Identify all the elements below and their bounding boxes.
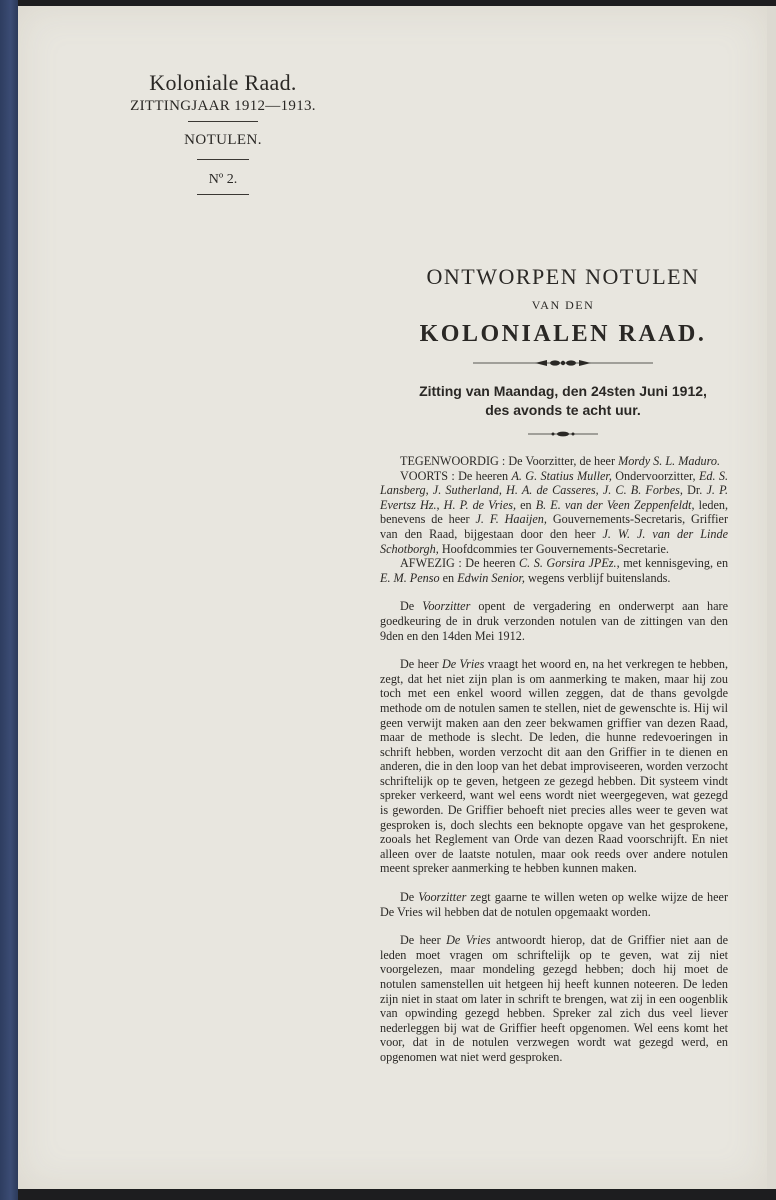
attendance-also: VOORTS : De heeren A. G. Statius Muller, Ondervoorzitter, Ed. S. Lansberg, J. Sutherland, H. A. de Casseres, J. C. B. Forbes, Dr. J. P. Evertsz Hz., H. P. de Vries, en B. E. van der Veen Zeppenfeldt, leden, benevens de heer J. F. Haaijen, Gouvernements-Secretaris, Griffier van den Raad, bijgestaan door den heer J. W. J. van der Linde Schotborgh, Hoofdcommies ter Gouvernements-Secretarie. (380, 468, 729, 556)
paragraph: De Voorzitter opent de vergadering en onderwerpt aan hare goedkeuring de in druk verzonden notulen van de zittingen van den 9den en den 14den Mei 1912. (380, 599, 728, 643)
header-block (88, 70, 358, 201)
document-page (18, 6, 767, 1189)
minutes-body (380, 454, 728, 1065)
page-edge (767, 6, 776, 1189)
title-line-1: ONTWORPEN NOTULEN (426, 264, 700, 289)
session-year: ZITTINGJAAR 1912—1913. (130, 98, 316, 114)
binding-spine (0, 0, 18, 1200)
meeting-line-1: Zitting van Maandag, den 24sten Juni 1912, (419, 383, 707, 399)
divider (197, 159, 249, 160)
doc-type: NOTULEN. (184, 132, 262, 148)
title-line-3: KOLONIALEN RAAD. (419, 321, 707, 347)
meeting-line-2: des avonds te acht uur. (485, 402, 641, 418)
doc-number: Nº 2. (208, 172, 238, 187)
divider (197, 194, 249, 195)
attendance-present: TEGENWOORDIG : De Voorzitter, de heer Mordy S. L. Maduro. (400, 454, 721, 468)
paragraph: De heer De Vries antwoordt hierop, dat de Griffier niet aan de leden moet vragen om schriftelijk op te geven, wat zij niet voorgelezen, maar mondeling gezegd hebben; doch hij moet de notulen samenstellen uit hetgeen hij heeft kunnen noteeren. De leden zijn niet in staat om later in schrift te brengen, wat zij in een oogenblik van opwinding gezegd hebben. Spreker zal zich dus veel liever nederleggen bij wat de Griffier heeft opgenomen. Wel eens komt het voor, dat in de notulen verzwegen wordt wat gezegd werd, en opgenomen wat niet werd gesproken. (380, 933, 729, 1064)
council-name: Koloniale Raad. (149, 70, 297, 95)
title-block (398, 264, 728, 438)
paragraph: De Voorzitter zegt gaarne te willen weten op welke wijze de heer De Vries wil hebben dat de notulen opgemaakt worden. (380, 890, 729, 919)
ornament-divider-small (528, 430, 598, 438)
attendance-absent: AFWEZIG : De heeren C. S. Gorsira JPEz., met kennisgeving, en E. M. Penso en Edwin Senior, wegens verblijf buitenslands. (380, 556, 729, 585)
divider (188, 121, 258, 122)
ornament-divider (473, 358, 653, 368)
paragraph: De heer De Vries vraagt het woord en, na het verkregen te hebben, zegt, dat het niet zijn plan is om aanmerking te maken, maar hij zou toch met een enkel woord willen zeggen, dat de thans gevolgde methode om de notulen samen te stellen, niet de gewenschte is. Hij wil geen verwijt maken aan den zeer bekwamen griffier van dezen Raad, maar de methode is slecht. De leden, die hunne redevoeringen in schrift hebben, worden verzocht dit aan den Griffier in te dienen en anderen, die in den loop van het debat improviseeren, worden verzocht schriftelijk op te geven, hetgeen ze gezegd hebben. Dit systeem vindt spreker verkeerd, want wel eens wordt niet weergegeven, wat gezegd is geworden. De Griffier behoeft niet precies alles weer te geven wat gesproken is, doch slechts een beknopte opgave van het gesprokene, zooals het Reglement van Orde van dezen Raad voorschrijft. En niet alleen over de laatste notulen, maar ook reeds over andere notulen meent spreker aanmerking te hebben kunnen maken. (380, 657, 729, 876)
chairman-name: Mordy S. L. Maduro. (618, 454, 721, 468)
title-line-2: VAN DEN (531, 298, 595, 312)
